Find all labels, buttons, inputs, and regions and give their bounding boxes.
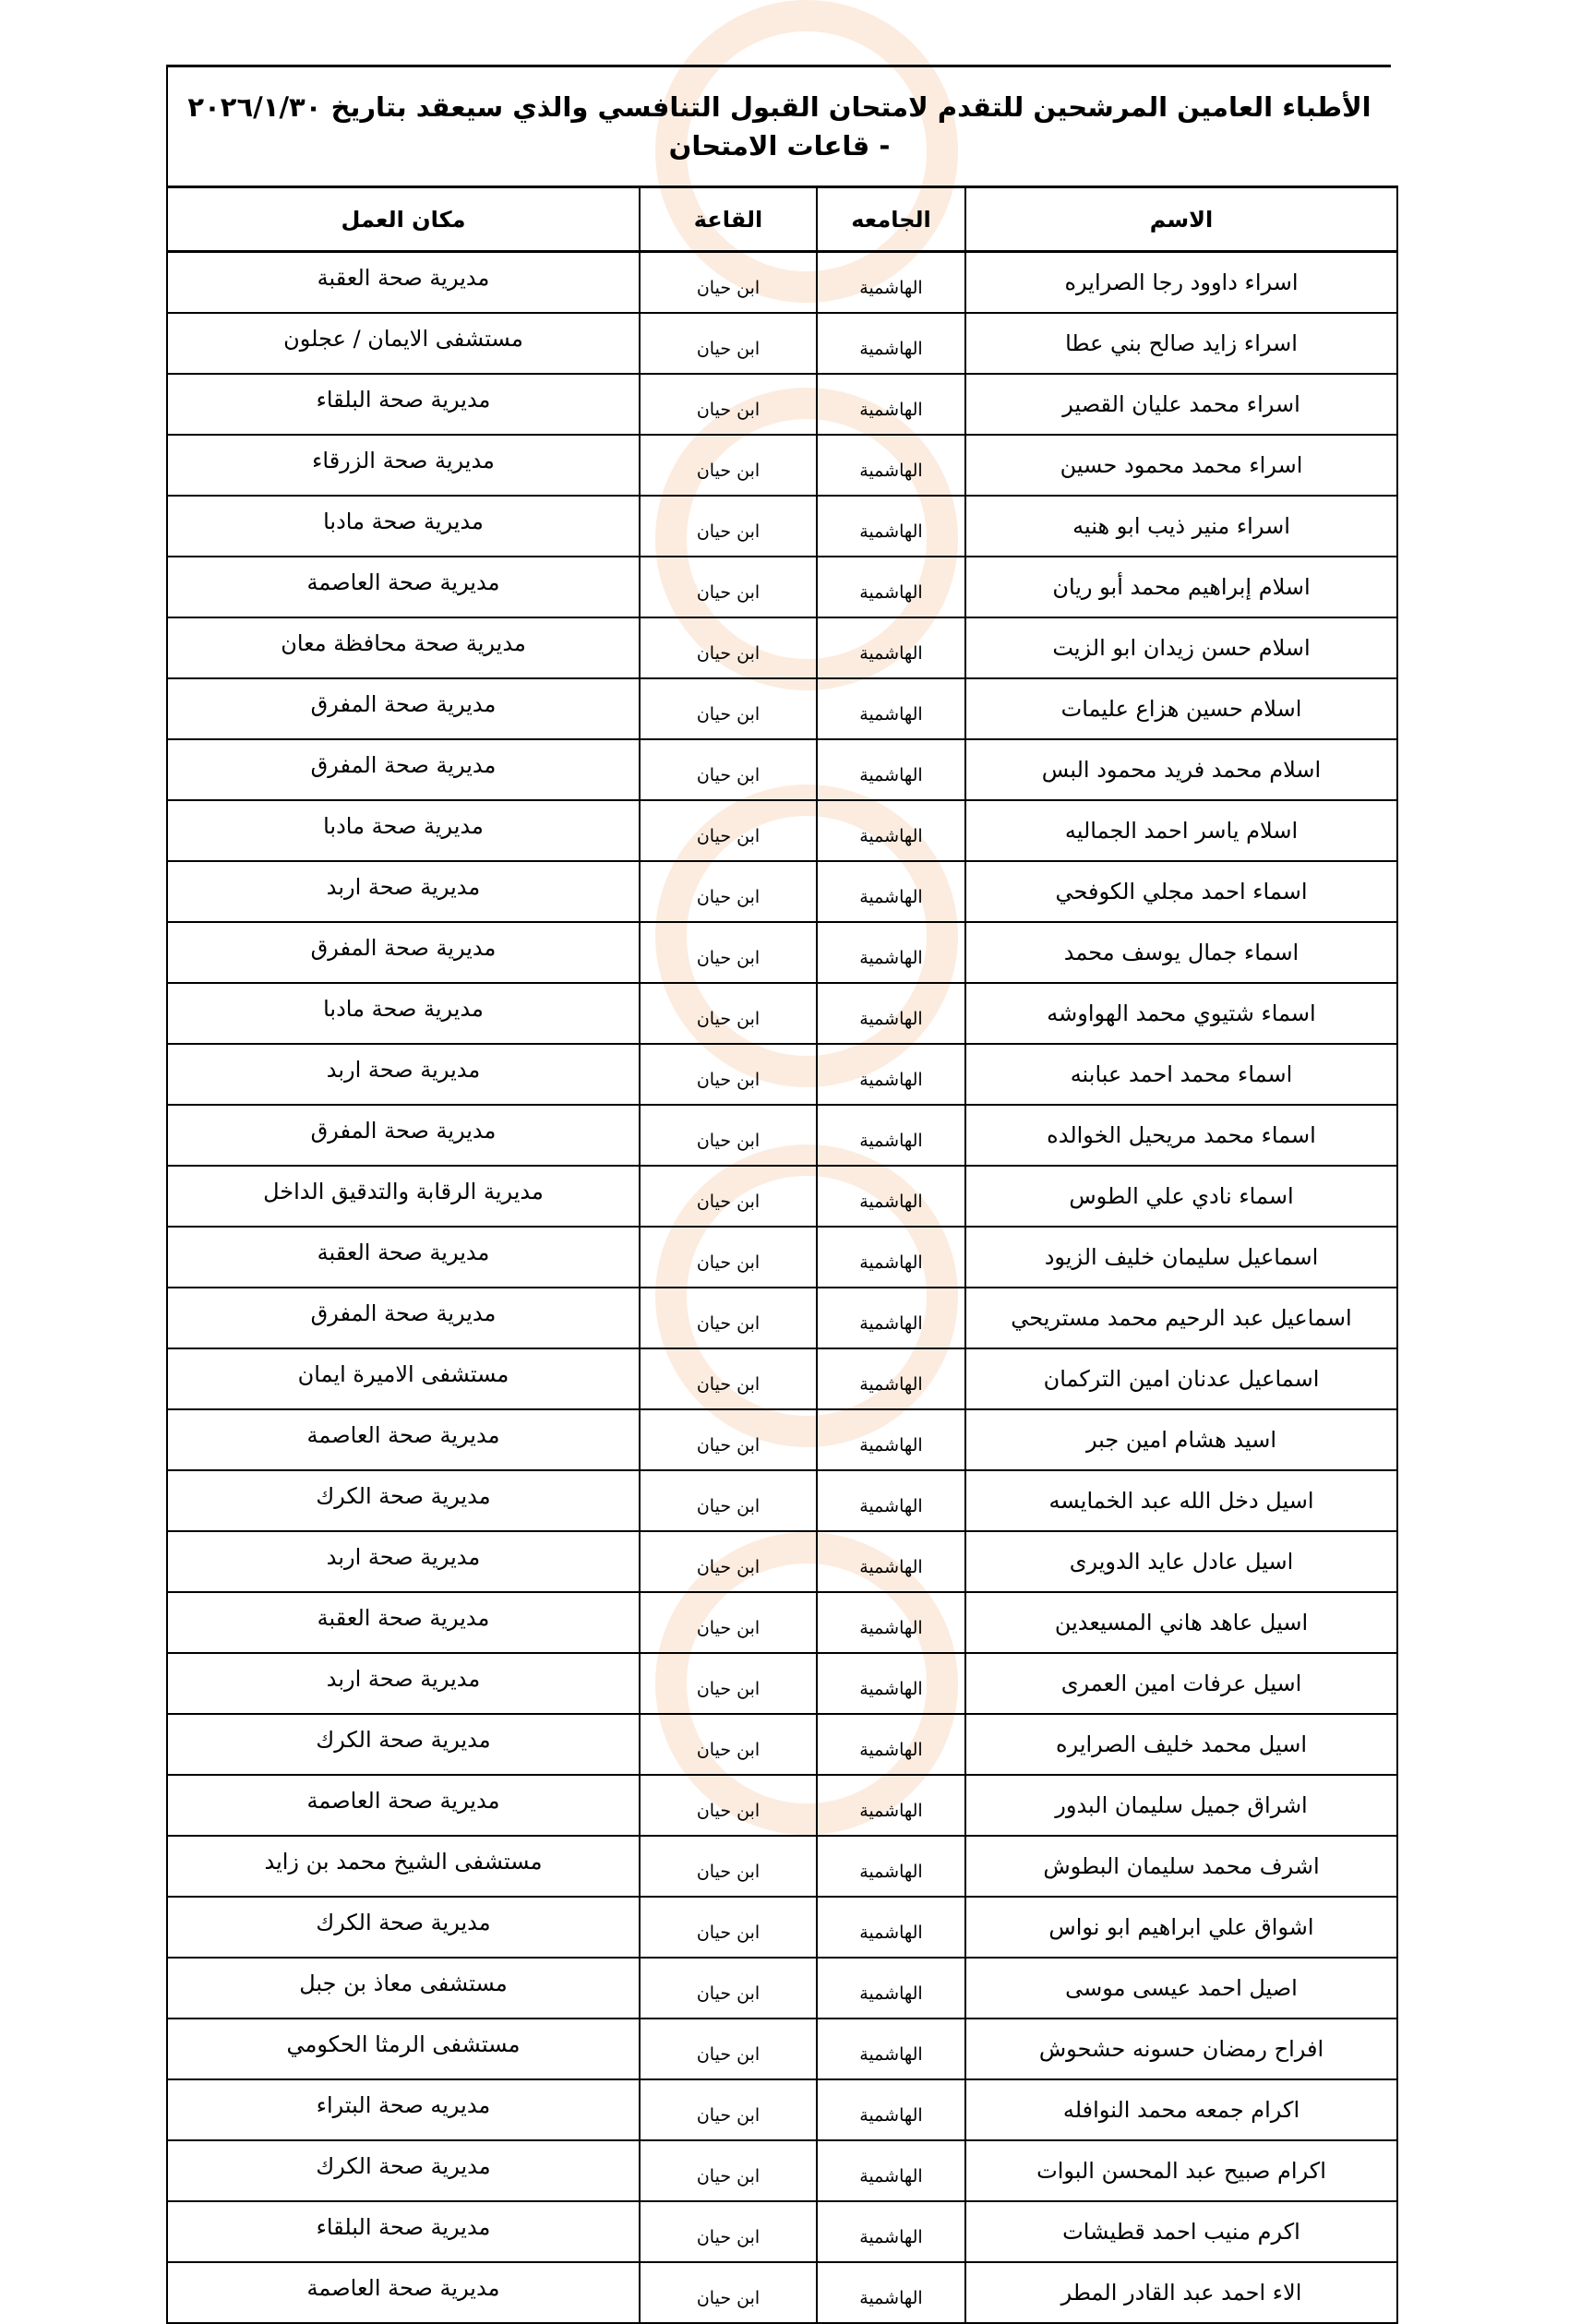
hall-cell: ابن حيان — [640, 313, 817, 374]
header-workplace: مكان العمل — [167, 187, 640, 252]
workplace-cell: مديرية صحة مادبا — [167, 800, 640, 861]
workplace-cell: مديرية صحة اربد — [167, 1531, 640, 1592]
table-row — [167, 1288, 1397, 1348]
hall-cell: ابن حيان — [640, 1227, 817, 1288]
name-cell: اسيل عاهد هاني المسيعدين — [965, 1592, 1397, 1653]
table-row — [167, 557, 1397, 617]
document-title: الأطباء العامين المرشحين للتقدم لامتحان القبول التنافسي والذي سيعقد بتاريخ ٢٠٢٦/١/٣٠ - قاعات الامتحان — [166, 65, 1391, 186]
table-row — [167, 1044, 1397, 1105]
university-cell: الهاشمية — [817, 861, 965, 922]
workplace-cell: مديرية صحة العقبة — [167, 252, 640, 314]
table-row — [167, 922, 1397, 983]
name-cell: اشواق علي ابراهيم ابو نواس — [965, 1897, 1397, 1958]
hall-cell: ابن حيان — [640, 1897, 817, 1958]
university-cell: الهاشمية — [817, 496, 965, 557]
workplace-cell: مديرية صحة العقبة — [167, 1592, 640, 1653]
workplace-cell: مديرية صحة الكرك — [167, 1897, 640, 1958]
table-row — [167, 617, 1397, 678]
table-row — [167, 1409, 1397, 1470]
workplace-cell: مستشفى الايمان / عجلون — [167, 313, 640, 374]
university-cell: الهاشمية — [817, 1592, 965, 1653]
workplace-cell: مديرية صحة الزرقاء — [167, 435, 640, 496]
workplace-cell: مديرية صحة محافظة معان — [167, 617, 640, 678]
table-row — [167, 1105, 1397, 1166]
university-cell: الهاشمية — [817, 2079, 965, 2140]
hall-cell: ابن حيان — [640, 435, 817, 496]
header-hall: القاعة — [640, 187, 817, 252]
workplace-cell: مديرية صحة العاصمة — [167, 2262, 640, 2323]
hall-cell: ابن حيان — [640, 2079, 817, 2140]
table-row — [167, 1775, 1397, 1836]
university-cell: الهاشمية — [817, 1958, 965, 2019]
university-cell: الهاشمية — [817, 1227, 965, 1288]
name-cell: اسلام محمد فريد محمود البس — [965, 739, 1397, 800]
workplace-cell: مديرية صحة اربد — [167, 1044, 640, 1105]
name-cell: اسماء نادي علي الطوس — [965, 1166, 1397, 1227]
table-row — [167, 1653, 1397, 1714]
table-row — [167, 252, 1397, 314]
table-row — [167, 2201, 1397, 2262]
hall-cell: ابن حيان — [640, 557, 817, 617]
name-cell: اسراء محمد محمود حسين — [965, 435, 1397, 496]
table-row — [167, 1958, 1397, 2019]
workplace-cell: مستشفى الشيخ محمد بن زايد — [167, 1836, 640, 1897]
workplace-cell: مديرية صحة المفرق — [167, 739, 640, 800]
workplace-cell: مديرية صحة العاصمة — [167, 557, 640, 617]
hall-cell: ابن حيان — [640, 1836, 817, 1897]
university-cell: الهاشمية — [817, 1105, 965, 1166]
table-header-row — [167, 187, 1397, 252]
hall-cell: ابن حيان — [640, 1105, 817, 1166]
university-cell: الهاشمية — [817, 1836, 965, 1897]
name-cell: اسلام حسن زيدان ابو الزيت — [965, 617, 1397, 678]
table-row — [167, 1897, 1397, 1958]
workplace-cell: مديرية صحة المفرق — [167, 1288, 640, 1348]
workplace-cell: مديرية صحة الكرك — [167, 1470, 640, 1531]
university-cell: الهاشمية — [817, 374, 965, 435]
table-row — [167, 1836, 1397, 1897]
university-cell: الهاشمية — [817, 1470, 965, 1531]
table-row — [167, 1470, 1397, 1531]
workplace-cell: مديرية صحة البلقاء — [167, 2201, 640, 2262]
table-row — [167, 861, 1397, 922]
table-row — [167, 1592, 1397, 1653]
workplace-cell: مديرية صحة العاصمة — [167, 1775, 640, 1836]
hall-cell: ابن حيان — [640, 2201, 817, 2262]
hall-cell: ابن حيان — [640, 1470, 817, 1531]
name-cell: اسراء منير ذيب ابو هنيه — [965, 496, 1397, 557]
university-cell: الهاشمية — [817, 922, 965, 983]
workplace-cell: مديرية صحة العقبة — [167, 1227, 640, 1288]
name-cell: اسماعيل عدنان امين التركمان — [965, 1348, 1397, 1409]
table-row — [167, 2019, 1397, 2079]
university-cell: الهاشمية — [817, 1044, 965, 1105]
table-row — [167, 1166, 1397, 1227]
header-university: الجامعه — [817, 187, 965, 252]
university-cell: الهاشمية — [817, 252, 965, 314]
hall-cell: ابن حيان — [640, 678, 817, 739]
university-cell: الهاشمية — [817, 2201, 965, 2262]
candidates-table — [166, 186, 1398, 2324]
hall-cell: ابن حيان — [640, 1044, 817, 1105]
name-cell: الاء احمد عبد القادر المطر — [965, 2262, 1397, 2323]
workplace-cell: مديرية صحة مادبا — [167, 983, 640, 1044]
university-cell: الهاشمية — [817, 800, 965, 861]
hall-cell: ابن حيان — [640, 1958, 817, 2019]
workplace-cell: مديرية صحة المفرق — [167, 1105, 640, 1166]
name-cell: اسيل عادل عايد الدويرى — [965, 1531, 1397, 1592]
workplace-cell: مديريه صحة البتراء — [167, 2079, 640, 2140]
document — [166, 65, 1391, 2324]
hall-cell: ابن حيان — [640, 1775, 817, 1836]
table-row — [167, 983, 1397, 1044]
name-cell: اسلام إبراهيم محمد أبو ريان — [965, 557, 1397, 617]
hall-cell: ابن حيان — [640, 1409, 817, 1470]
workplace-cell: مستشفى الرمثا الحكومي — [167, 2019, 640, 2079]
workplace-cell: مستشفى الاميرة ايمان — [167, 1348, 640, 1409]
hall-cell: ابن حيان — [640, 496, 817, 557]
table-row — [167, 2262, 1397, 2323]
table-row — [167, 313, 1397, 374]
university-cell: الهاشمية — [817, 435, 965, 496]
workplace-cell: مديرية صحة الكرك — [167, 1714, 640, 1775]
workplace-cell: مديرية الرقابة والتدقيق الداخل — [167, 1166, 640, 1227]
university-cell: الهاشمية — [817, 1409, 965, 1470]
university-cell: الهاشمية — [817, 1897, 965, 1958]
university-cell: الهاشمية — [817, 1531, 965, 1592]
table-row — [167, 374, 1397, 435]
university-cell: الهاشمية — [817, 1288, 965, 1348]
name-cell: اسراء محمد عليان القصير — [965, 374, 1397, 435]
table-row — [167, 1227, 1397, 1288]
name-cell: اشراق جميل سليمان البدور — [965, 1775, 1397, 1836]
hall-cell: ابن حيان — [640, 2140, 817, 2201]
workplace-cell: مستشفى معاذ بن جبل — [167, 1958, 640, 2019]
hall-cell: ابن حيان — [640, 1348, 817, 1409]
name-cell: اسماعيل عبد الرحيم محمد مستريحي — [965, 1288, 1397, 1348]
table-row — [167, 2079, 1397, 2140]
hall-cell: ابن حيان — [640, 1714, 817, 1775]
university-cell: الهاشمية — [817, 983, 965, 1044]
university-cell: الهاشمية — [817, 2140, 965, 2201]
hall-cell: ابن حيان — [640, 922, 817, 983]
table-row — [167, 1531, 1397, 1592]
university-cell: الهاشمية — [817, 1166, 965, 1227]
hall-cell: ابن حيان — [640, 800, 817, 861]
name-cell: اسيد هشام امين جبر — [965, 1409, 1397, 1470]
name-cell: اسماء احمد مجلي الكوفحي — [965, 861, 1397, 922]
table-row — [167, 496, 1397, 557]
workplace-cell: مديرية صحة مادبا — [167, 496, 640, 557]
name-cell: اكرام جمعه محمد النوافله — [965, 2079, 1397, 2140]
header-name: الاسم — [965, 187, 1397, 252]
workplace-cell: مديرية صحة الكرك — [167, 2140, 640, 2201]
name-cell: اسراء داوود رجا الصرايره — [965, 252, 1397, 314]
name-cell: افراح رمضان حسونه حشحوش — [965, 2019, 1397, 2079]
name-cell: اصيل احمد عيسى موسى — [965, 1958, 1397, 2019]
name-cell: اسماء محمد مريحيل الخوالده — [965, 1105, 1397, 1166]
table-row — [167, 1348, 1397, 1409]
university-cell: الهاشمية — [817, 617, 965, 678]
hall-cell: ابن حيان — [640, 2262, 817, 2323]
university-cell: الهاشمية — [817, 2262, 965, 2323]
university-cell: الهاشمية — [817, 1775, 965, 1836]
hall-cell: ابن حيان — [640, 861, 817, 922]
university-cell: الهاشمية — [817, 557, 965, 617]
hall-cell: ابن حيان — [640, 1288, 817, 1348]
name-cell: اسماء محمد احمد عبابنه — [965, 1044, 1397, 1105]
hall-cell: ابن حيان — [640, 1592, 817, 1653]
university-cell: الهاشمية — [817, 678, 965, 739]
hall-cell: ابن حيان — [640, 1653, 817, 1714]
workplace-cell: مديرية صحة اربد — [167, 861, 640, 922]
name-cell: اسيل دخل الله عبد الخمايسه — [965, 1470, 1397, 1531]
name-cell: اسراء زايد صالح بني عطا — [965, 313, 1397, 374]
name-cell: اسلام حسين هزاع عليمات — [965, 678, 1397, 739]
table-row — [167, 678, 1397, 739]
workplace-cell: مديرية صحة البلقاء — [167, 374, 640, 435]
hall-cell: ابن حيان — [640, 617, 817, 678]
hall-cell: ابن حيان — [640, 739, 817, 800]
university-cell: الهاشمية — [817, 1714, 965, 1775]
workplace-cell: مديرية صحة المفرق — [167, 922, 640, 983]
name-cell: اسماء جمال يوسف محمد — [965, 922, 1397, 983]
hall-cell: ابن حيان — [640, 2019, 817, 2079]
university-cell: الهاشمية — [817, 739, 965, 800]
university-cell: الهاشمية — [817, 2019, 965, 2079]
table-row — [167, 1714, 1397, 1775]
workplace-cell: مديرية صحة اربد — [167, 1653, 640, 1714]
university-cell: الهاشمية — [817, 313, 965, 374]
hall-cell: ابن حيان — [640, 374, 817, 435]
hall-cell: ابن حيان — [640, 252, 817, 314]
table-row — [167, 739, 1397, 800]
name-cell: اسيل عرفات امين العمرى — [965, 1653, 1397, 1714]
workplace-cell: مديرية صحة المفرق — [167, 678, 640, 739]
name-cell: اكرام صبيح عبد المحسن البوات — [965, 2140, 1397, 2201]
table-row — [167, 2140, 1397, 2201]
table-row — [167, 800, 1397, 861]
workplace-cell: مديرية صحة العاصمة — [167, 1409, 640, 1470]
university-cell: الهاشمية — [817, 1348, 965, 1409]
table-row — [167, 435, 1397, 496]
university-cell: الهاشمية — [817, 1653, 965, 1714]
hall-cell: ابن حيان — [640, 983, 817, 1044]
name-cell: اسلام ياسر احمد الجماليه — [965, 800, 1397, 861]
name-cell: اكرم منيب احمد قطيشات — [965, 2201, 1397, 2262]
hall-cell: ابن حيان — [640, 1166, 817, 1227]
name-cell: اسماء شتيوي محمد الهواوشه — [965, 983, 1397, 1044]
hall-cell: ابن حيان — [640, 1531, 817, 1592]
name-cell: اشرف محمد سليمان البطوش — [965, 1836, 1397, 1897]
name-cell: اسيل محمد خليف الصرايره — [965, 1714, 1397, 1775]
name-cell: اسماعيل سليمان خليف الزيود — [965, 1227, 1397, 1288]
